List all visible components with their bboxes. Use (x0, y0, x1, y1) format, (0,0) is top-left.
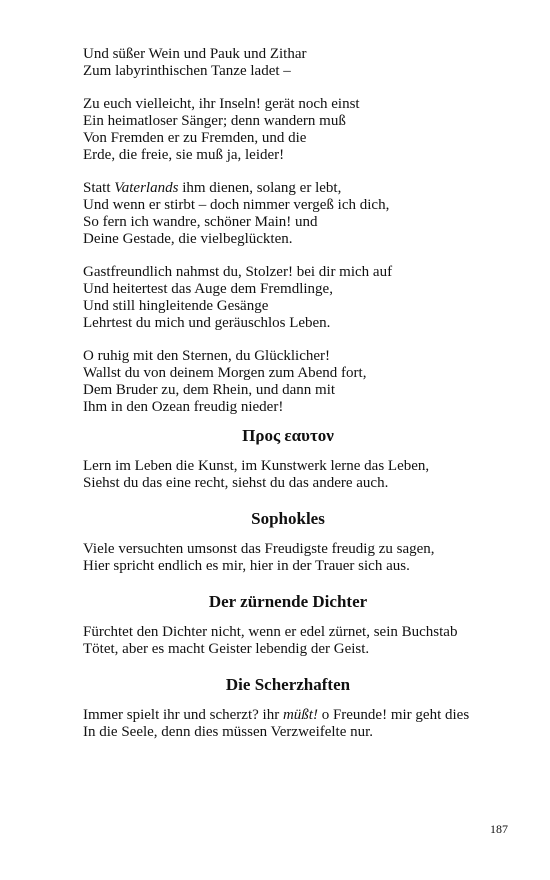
poem-text (83, 707, 513, 741)
verse-line: O ruhig mit den Sternen, du Glücklicher! (83, 348, 331, 364)
verse-line: Zu euch vielleicht, ihr Inseln! gerät noch einst (83, 96, 360, 112)
poem-title: Die Scherzhaften (225, 675, 351, 694)
poem-text (83, 624, 513, 658)
verse-line (83, 707, 513, 724)
stanza-2 (83, 96, 513, 164)
verse-line: Von Fremden er zu Fremden, und die (83, 130, 307, 146)
verse-line: Lern im Leben die Kunst, im Kunstwerk lerne das Leben, (83, 458, 430, 474)
stanza-1 (83, 46, 513, 80)
verse-line: So fern ich wandre, schöner Main! und (83, 214, 318, 230)
page-body (83, 46, 513, 758)
verse-text: Immer spielt ihr und scherzt? ihr (83, 707, 283, 723)
verse-text: Statt (83, 180, 115, 196)
verse-line: Erde, die freie, sie muß ja, leider! (83, 147, 285, 163)
poem-title: Der zürnende Dichter (208, 592, 368, 611)
verse-line: Wallst du von deinem Morgen zum Abend fort, (83, 365, 367, 381)
verse-line: Und süßer Wein und Pauk und Zithar (83, 46, 307, 62)
poem-text (83, 458, 513, 492)
verse-line: Hier spricht endlich es mir, hier in der Trauer sich aus. (83, 558, 410, 574)
verse-line: Ein heimatloser Sänger; denn wandern muß (83, 113, 346, 129)
verse-line: Und still hingleitende Gesänge (83, 298, 269, 314)
verse-line: Und wenn er stirbt – doch nimmer vergeß ich dich, (83, 197, 390, 213)
verse-line: Tötet, aber es macht Geister lebendig der Geist. (83, 641, 370, 657)
verse-line: Lehrtest du mich und geräuschlos Leben. (83, 315, 331, 331)
verse-line: In die Seele, denn dies müssen Verzweifelte nur. (83, 724, 374, 740)
verse-line: Zum labyrinthischen Tanze ladet – (83, 63, 291, 79)
poem-title: Προς εαυτον (242, 426, 334, 445)
verse-line: Ihm in den Ozean freudig nieder! (83, 399, 284, 415)
verse-line: Viele versuchten umsonst das Freudigste freudig zu sagen, (83, 541, 435, 557)
poem-title: Sophokles (251, 509, 325, 528)
verse-line (83, 180, 513, 197)
verse-text: ihm dienen, solang er lebt, (178, 180, 342, 196)
verse-line: Deine Gestade, die vielbeglückten. (83, 231, 293, 247)
verse-line: Gastfreundlich nahmst du, Stolzer! bei dir mich auf (83, 264, 393, 280)
stanza-4 (83, 264, 513, 332)
verse-line: Und heitertest das Auge dem Fremdlinge, (83, 281, 333, 297)
verse-line: Siehst du das eine recht, siehst du das andere auch. (83, 475, 389, 491)
page-number: 187 (490, 822, 508, 836)
emphasized-word: Vaterlands (114, 180, 179, 196)
verse-line: Fürchtet den Dichter nicht, wenn er edel zürnet, sein Buchstab (83, 624, 458, 640)
verse-text: o Freunde! mir geht dies (317, 707, 470, 723)
verse-line: Dem Bruder zu, dem Rhein, und dann mit (83, 382, 336, 398)
stanza-3 (83, 180, 513, 248)
poem-text (83, 541, 513, 575)
emphasized-word: müßt! (282, 707, 318, 723)
stanza-5 (83, 348, 513, 416)
